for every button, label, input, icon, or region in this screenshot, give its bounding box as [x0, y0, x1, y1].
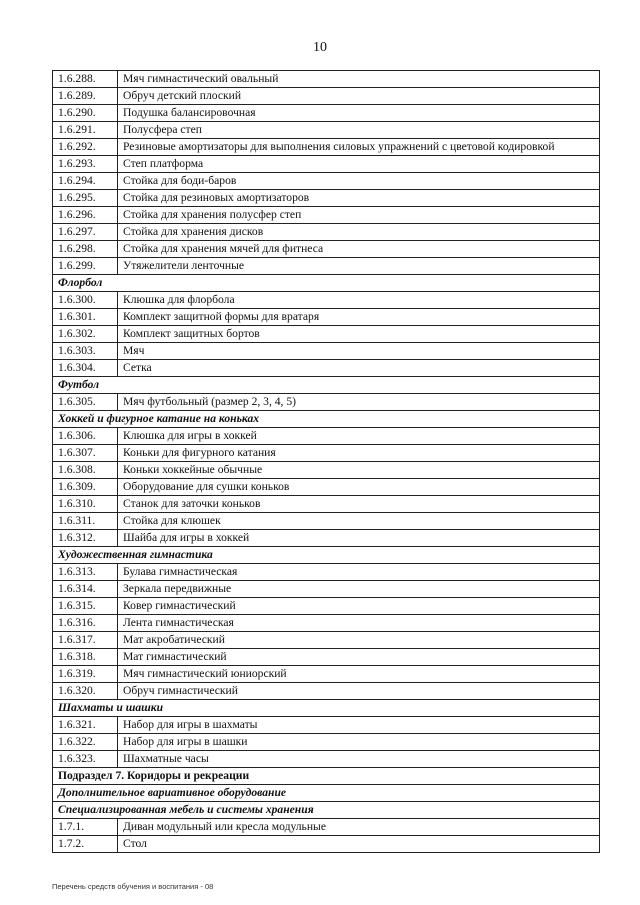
item-number: 1.6.290.: [53, 105, 118, 122]
section-row: [53, 547, 600, 564]
table-row: [53, 734, 600, 751]
item-name: Мяч футбольный (размер 2, 3, 4, 5): [118, 394, 600, 411]
item-number: 1.6.303.: [53, 343, 118, 360]
table-row: [53, 632, 600, 649]
item-number: 1.6.302.: [53, 326, 118, 343]
item-name: Мат акробатический: [118, 632, 600, 649]
item-number: 1.6.315.: [53, 598, 118, 615]
item-number: 1.7.1.: [53, 819, 118, 836]
item-number: 1.6.305.: [53, 394, 118, 411]
table-row: [53, 479, 600, 496]
table-row: [53, 462, 600, 479]
table-row: [53, 615, 600, 632]
table-row: [53, 292, 600, 309]
table-row: [53, 496, 600, 513]
item-number: 1.6.317.: [53, 632, 118, 649]
table-row: [53, 139, 600, 156]
item-name: Набор для игры в шахматы: [118, 717, 600, 734]
item-name: Мяч гимнастический овальный: [118, 71, 600, 88]
table-row: [53, 717, 600, 734]
item-name: Шахматные часы: [118, 751, 600, 768]
table-row: [53, 819, 600, 836]
item-name: Обруч гимнастический: [118, 683, 600, 700]
item-name: Мат гимнастический: [118, 649, 600, 666]
section-heading: Шахматы и шашки: [53, 700, 600, 717]
item-name: Стойка для резиновых амортизаторов: [118, 190, 600, 207]
item-name: Утяжелители ленточные: [118, 258, 600, 275]
table-body: [53, 71, 600, 853]
table-row: [53, 751, 600, 768]
item-name: Стойка для хранения мячей для фитнеса: [118, 241, 600, 258]
table-row: [53, 309, 600, 326]
table-row: [53, 513, 600, 530]
item-name: Булава гимнастическая: [118, 564, 600, 581]
table-row: [53, 190, 600, 207]
table-row: [53, 207, 600, 224]
item-number: 1.6.322.: [53, 734, 118, 751]
table-row: [53, 326, 600, 343]
item-number: 1.6.308.: [53, 462, 118, 479]
item-number: 1.6.323.: [53, 751, 118, 768]
item-number: 1.6.304.: [53, 360, 118, 377]
table-row: [53, 649, 600, 666]
item-name: Сетка: [118, 360, 600, 377]
table-row: [53, 258, 600, 275]
item-number: 1.6.300.: [53, 292, 118, 309]
item-name: Диван модульный или кресла модульные: [118, 819, 600, 836]
section-row: [53, 785, 600, 802]
item-name: Комплект защитных бортов: [118, 326, 600, 343]
table-row: [53, 564, 600, 581]
subsection-row: [53, 768, 600, 785]
item-name: Стойка для клюшек: [118, 513, 600, 530]
section-heading: Художественная гимнастика: [53, 547, 600, 564]
item-number: 1.6.320.: [53, 683, 118, 700]
item-number: 1.6.292.: [53, 139, 118, 156]
table-row: [53, 156, 600, 173]
item-name: Комплект защитной формы для вратаря: [118, 309, 600, 326]
item-number: 1.6.318.: [53, 649, 118, 666]
table-row: [53, 428, 600, 445]
table-row: [53, 71, 600, 88]
item-name: Зеркала передвижные: [118, 581, 600, 598]
item-name: Подушка балансировочная: [118, 105, 600, 122]
item-number: 1.6.296.: [53, 207, 118, 224]
page-footer: Перечень средств обучения и воспитания - 08: [52, 882, 214, 891]
table-row: [53, 683, 600, 700]
item-name: Стойка для хранения полусфер степ: [118, 207, 600, 224]
section-heading: Хоккей и фигурное катание на коньках: [53, 411, 600, 428]
table-row: [53, 445, 600, 462]
item-number: 1.6.314.: [53, 581, 118, 598]
item-number: 1.6.306.: [53, 428, 118, 445]
table-row: [53, 241, 600, 258]
item-number: 1.6.289.: [53, 88, 118, 105]
item-name: Обруч детский плоский: [118, 88, 600, 105]
section-heading: Флорбол: [53, 275, 600, 292]
table-row: [53, 224, 600, 241]
section-heading: Дополнительное вариативное оборудование: [53, 785, 600, 802]
item-number: 1.6.311.: [53, 513, 118, 530]
item-number: 1.6.301.: [53, 309, 118, 326]
table-row: [53, 105, 600, 122]
item-name: Степ платформа: [118, 156, 600, 173]
item-name: Набор для игры в шашки: [118, 734, 600, 751]
item-name: Стойка для боди-баров: [118, 173, 600, 190]
section-row: [53, 377, 600, 394]
table-row: [53, 122, 600, 139]
item-number: 1.6.294.: [53, 173, 118, 190]
item-number: 1.6.293.: [53, 156, 118, 173]
section-row: [53, 411, 600, 428]
item-number: 1.6.288.: [53, 71, 118, 88]
item-number: 1.6.309.: [53, 479, 118, 496]
section-heading: Футбол: [53, 377, 600, 394]
item-name: Мяч гимнастический юниорский: [118, 666, 600, 683]
item-name: Ковер гимнастический: [118, 598, 600, 615]
item-name: Резиновые амортизаторы для выполнения силовых упражнений с цветовой кодировкой: [118, 139, 600, 156]
item-number: 1.6.297.: [53, 224, 118, 241]
item-number: 1.6.321.: [53, 717, 118, 734]
subsection-heading: Подраздел 7. Коридоры и рекреации: [53, 768, 600, 785]
section-row: [53, 802, 600, 819]
item-number: 1.6.298.: [53, 241, 118, 258]
page-number: 10: [313, 40, 327, 55]
item-name: Оборудование для сушки коньков: [118, 479, 600, 496]
item-number: 1.6.313.: [53, 564, 118, 581]
item-number: 1.6.291.: [53, 122, 118, 139]
table-row: [53, 394, 600, 411]
section-row: [53, 275, 600, 292]
item-number: 1.6.307.: [53, 445, 118, 462]
item-name: Коньки хоккейные обычные: [118, 462, 600, 479]
section-heading: Специализированная мебель и системы хранения: [53, 802, 600, 819]
table-row: [53, 836, 600, 853]
item-number: 1.6.312.: [53, 530, 118, 547]
item-name: Лента гимнастическая: [118, 615, 600, 632]
item-number: 1.6.299.: [53, 258, 118, 275]
table-row: [53, 581, 600, 598]
item-number: 1.6.295.: [53, 190, 118, 207]
table-row: [53, 530, 600, 547]
item-name: Коньки для фигурного катания: [118, 445, 600, 462]
item-name: Клюшка для игры в хоккей: [118, 428, 600, 445]
item-name: Мяч: [118, 343, 600, 360]
table-row: [53, 666, 600, 683]
table-row: [53, 343, 600, 360]
item-name: Стойка для хранения дисков: [118, 224, 600, 241]
item-name: Станок для заточки коньков: [118, 496, 600, 513]
item-number: 1.6.316.: [53, 615, 118, 632]
table-row: [53, 360, 600, 377]
item-number: 1.6.319.: [53, 666, 118, 683]
item-name: Стол: [118, 836, 600, 853]
item-number: 1.7.2.: [53, 836, 118, 853]
table-row: [53, 88, 600, 105]
item-name: Шайба для игры в хоккей: [118, 530, 600, 547]
item-name: Клюшка для флорбола: [118, 292, 600, 309]
table-row: [53, 173, 600, 190]
section-row: [53, 700, 600, 717]
equipment-table: [52, 70, 600, 853]
item-name: Полусфера степ: [118, 122, 600, 139]
item-number: 1.6.310.: [53, 496, 118, 513]
table-row: [53, 598, 600, 615]
